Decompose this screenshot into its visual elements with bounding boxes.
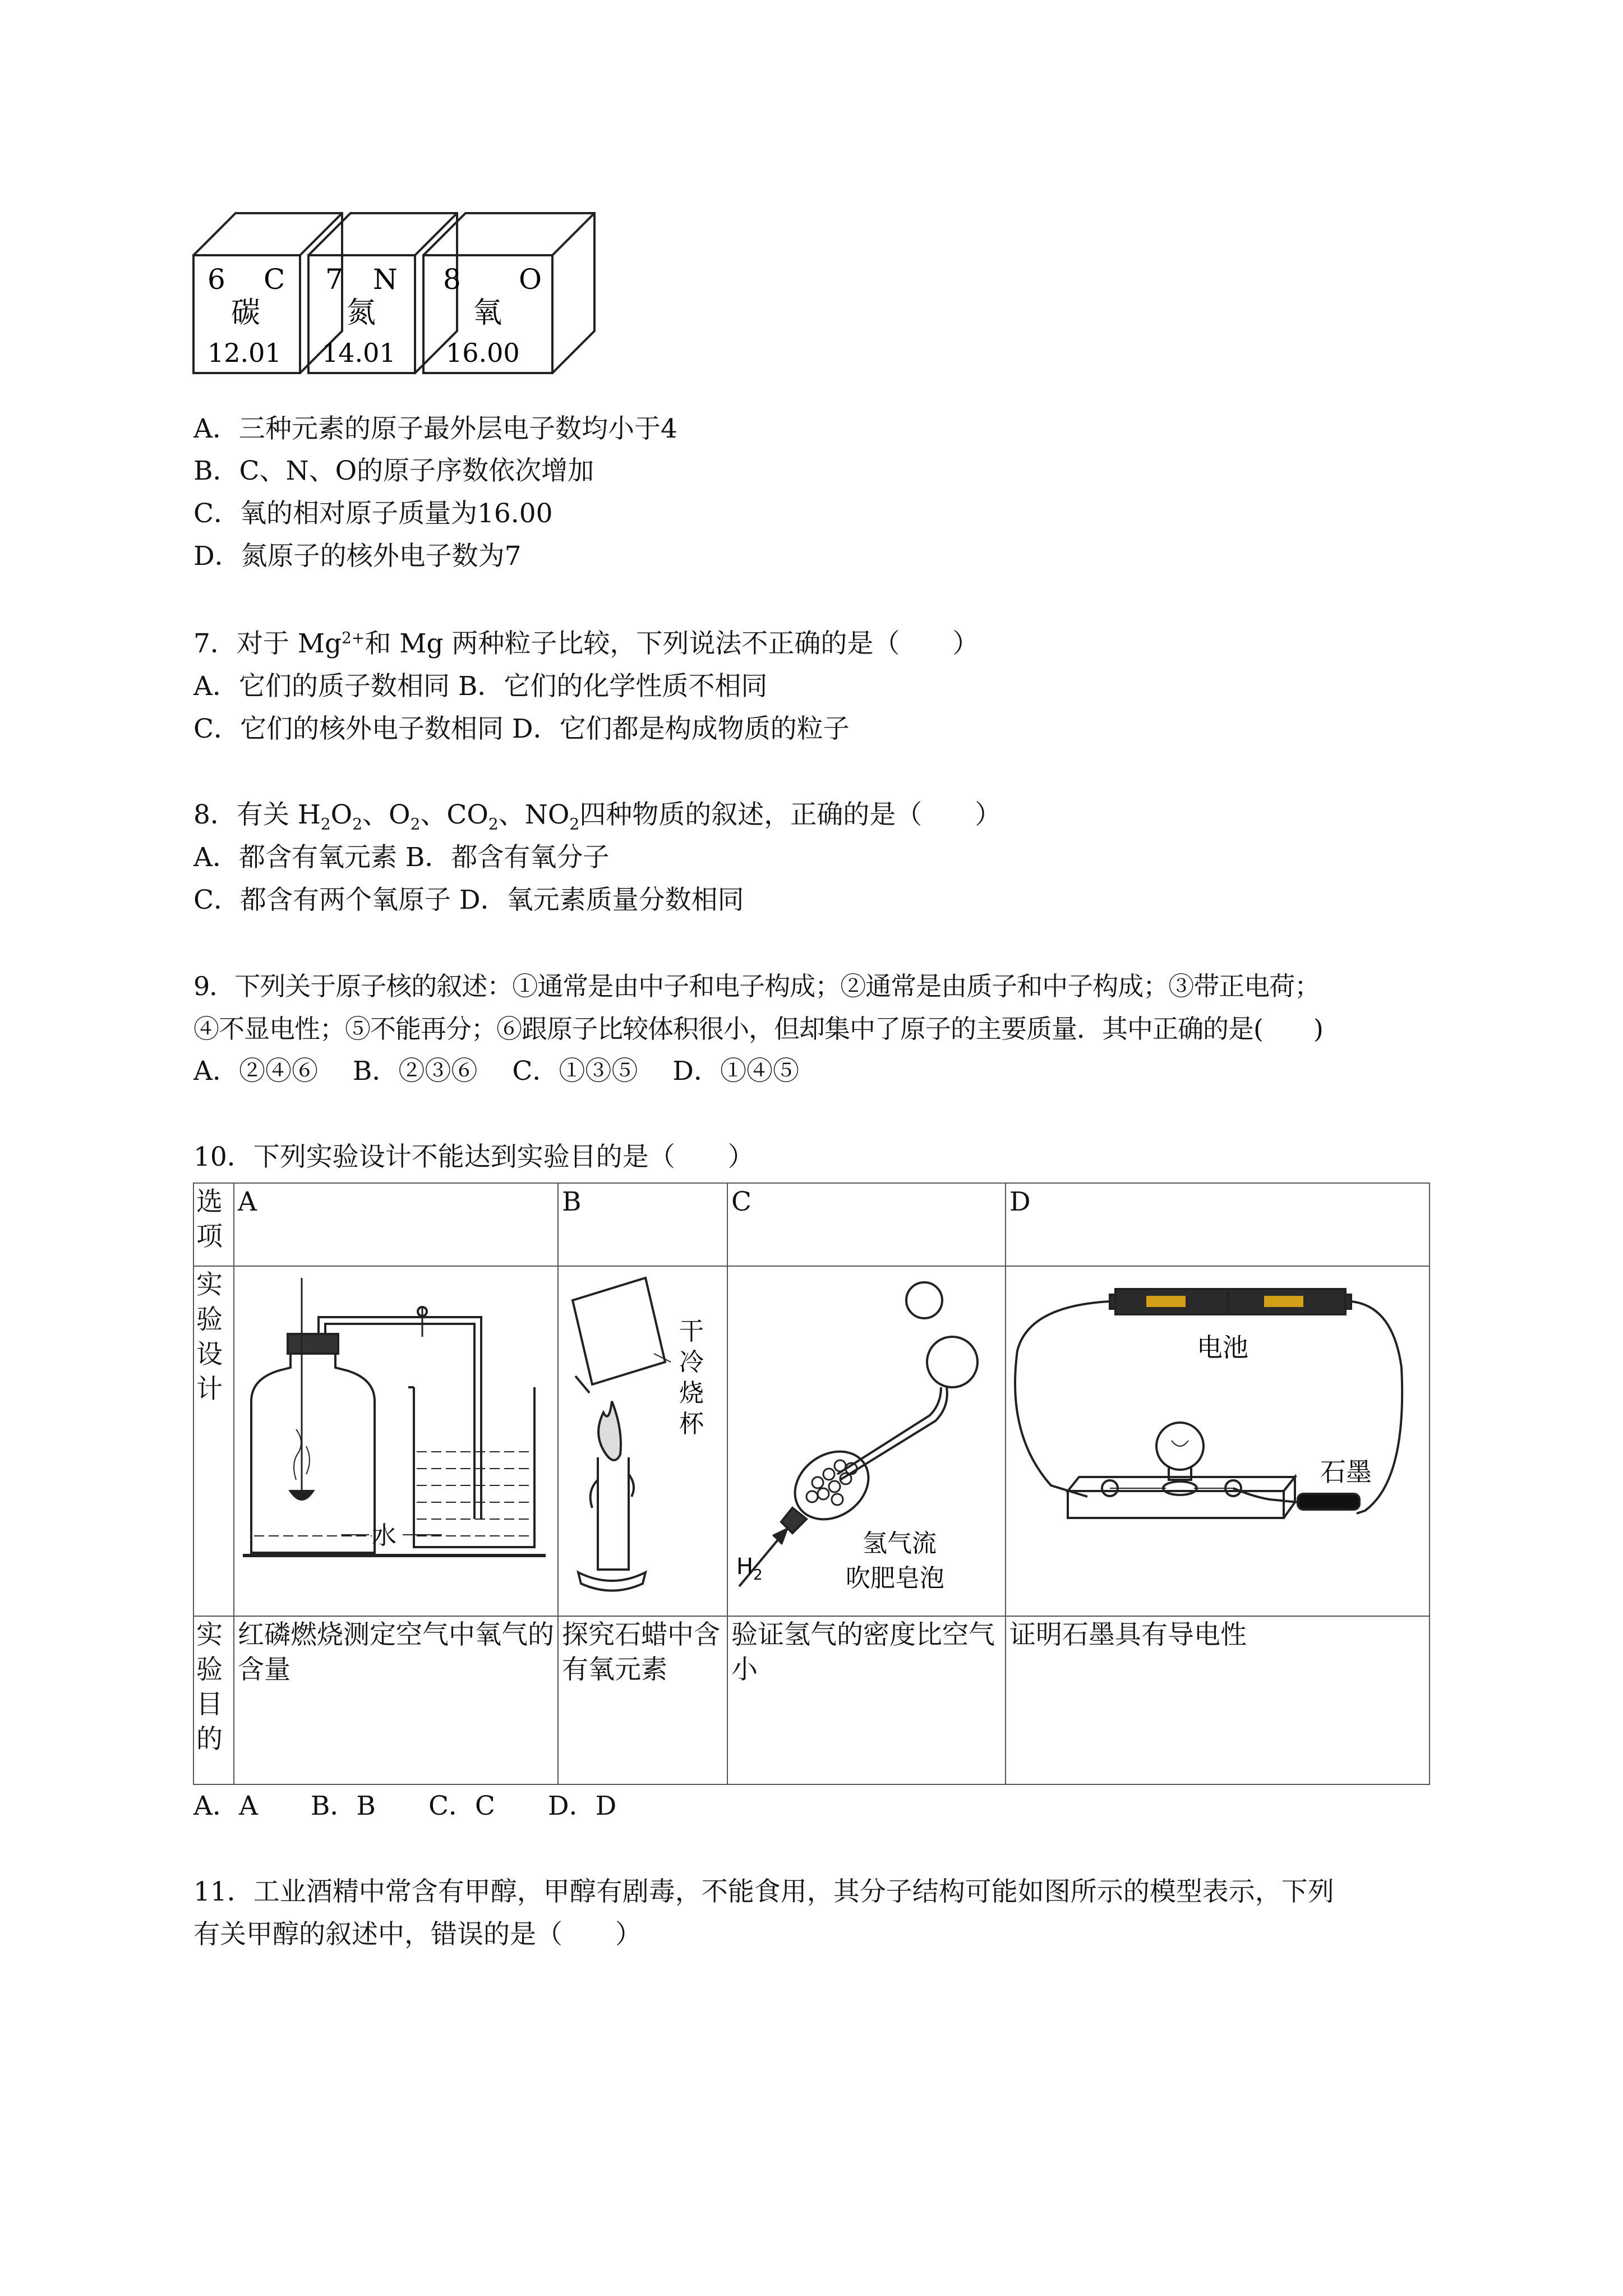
- element-symbol-nitrogen: N: [373, 263, 398, 296]
- element-cards-figure: [191, 210, 606, 386]
- water-label: 水: [372, 1521, 396, 1550]
- candle-beaker-figure: [559, 1267, 720, 1607]
- q9-stem-line1: 9．下列关于原子核的叙述：①通常是由中子和电子构成；②通常是由质子和中子构成；③带正电荷；: [193, 971, 1320, 1001]
- q8-sub-d: 2: [488, 815, 499, 834]
- purpose-d: 证明石墨具有导电性: [1006, 1616, 1430, 1784]
- red-phosphorus-apparatus-figure: [234, 1267, 551, 1607]
- q11-stem-line2: 有关甲醇的叙述中，错误的是（ ）: [193, 1919, 642, 1950]
- element-number-nitrogen: 7: [325, 263, 343, 296]
- dry-cold-beaker-label: 干 冷 烧 杯: [679, 1317, 704, 1438]
- q9-stem-line2: ④不显电性；⑤不能再分；⑥跟原子比较体积很小，但却集中了原子的主要质量．其中正确的是( ): [193, 1014, 1323, 1044]
- design-d-cell: [1006, 1266, 1430, 1616]
- q7-options-line2: C．它们的核外电子数相同 D．它们都是构成物质的粒子: [193, 714, 850, 744]
- q7-stem: [193, 627, 979, 661]
- table-row-purpose: [193, 1616, 1430, 1784]
- q7-charge-superscript: 2+: [342, 628, 365, 647]
- q8-stem-a: 8．有关 H: [193, 799, 321, 830]
- q6-option-a: A．三种元素的原子最外层电子数均小于4: [193, 413, 677, 444]
- h2-label: [736, 1554, 763, 1584]
- q11-stem-line1: 11．工业酒精中常含有甲醇，甲醇有剧毒，不能食用，其分子结构可能如图所示的模型表示，下列: [193, 1876, 1334, 1907]
- q8-options-line1: A．都含有氧元素 B．都含有氧分子: [193, 842, 610, 873]
- table-row-header: [193, 1183, 1430, 1266]
- purpose-a: 红磷燃烧测定空气中氧气的含量: [234, 1616, 558, 1784]
- graphite-label: 石墨: [1320, 1457, 1372, 1487]
- element-cards-svg: [191, 210, 606, 384]
- design-a-cell: [234, 1266, 558, 1616]
- purpose-b: 探究石蜡中含有氧元素: [558, 1616, 727, 1784]
- battery-label: 电池: [1197, 1332, 1248, 1363]
- hydrogen-flow-label: 氢气流: [863, 1529, 937, 1558]
- experiment-table: [193, 1182, 1430, 1785]
- graphite-conductivity-figure: [1006, 1267, 1422, 1607]
- design-c-cell: [727, 1266, 1006, 1616]
- table-purpose-label: 实验目的: [193, 1616, 234, 1784]
- q7-stem-prefix: 7．对于 Mg: [193, 628, 342, 659]
- element-mass-carbon: 12.01: [208, 338, 282, 368]
- table-design-label: 实验设计: [193, 1266, 234, 1616]
- table-head-label: 选项: [193, 1183, 234, 1266]
- element-name-nitrogen: 氮: [347, 296, 376, 330]
- q6-option-d: D．氮原子的核外电子数为7: [193, 541, 522, 572]
- soap-bubble-hydrogen-figure: [728, 1267, 998, 1607]
- q10-stem: 10．下列实验设计不能达到实验目的是（ ）: [193, 1142, 754, 1172]
- element-mass-nitrogen: 14.01: [322, 338, 396, 368]
- table-col-c: C: [727, 1183, 1006, 1266]
- purpose-c: 验证氢气的密度比空气小: [727, 1616, 1006, 1784]
- q7-options-line1: A．它们的质子数相同 B．它们的化学性质不相同: [193, 671, 768, 702]
- h2-label-text: H: [736, 1554, 754, 1580]
- element-number-carbon: 6: [208, 263, 225, 296]
- q8-sub-b: 2: [352, 815, 363, 834]
- blow-bubbles-label: 吹肥皂泡: [846, 1564, 944, 1593]
- table-row-design: [193, 1266, 1430, 1616]
- q8-options-line2: C．都含有两个氧原子 D．氧元素质量分数相同: [193, 885, 744, 915]
- q8-stem-e: 、NO: [498, 799, 570, 830]
- element-number-oxygen: 8: [443, 263, 461, 296]
- q8-sub-c: 2: [410, 815, 421, 834]
- q8-stem-d: 、CO: [420, 799, 488, 830]
- element-symbol-oxygen: O: [519, 263, 542, 296]
- q8-stem-c: 、O: [362, 799, 411, 830]
- element-symbol-carbon: C: [264, 263, 285, 296]
- element-mass-oxygen: 16.00: [446, 338, 520, 368]
- element-name-oxygen: 氧: [473, 296, 502, 330]
- table-col-a: A: [234, 1183, 558, 1266]
- q10-options: A．A B．B C．C D．D: [193, 1791, 617, 1821]
- q6-option-c: C．氧的相对原子质量为16.00: [193, 498, 553, 529]
- q8-stem-f: 四种物质的叙述，正确的是（ ）: [579, 799, 1002, 830]
- q6-option-b: B．C、N、O的原子序数依次增加: [193, 455, 594, 486]
- q8-stem: [193, 798, 1001, 832]
- q7-stem-suffix: 和 Mg 两种粒子比较，下列说法不正确的是（ ）: [365, 628, 979, 659]
- table-col-d: D: [1006, 1183, 1430, 1266]
- element-name-carbon: 碳: [231, 296, 261, 330]
- h2-label-subscript: 2: [753, 1567, 763, 1584]
- design-b-cell: [558, 1266, 727, 1616]
- table-col-b: B: [558, 1183, 727, 1266]
- q8-stem-b: O: [330, 799, 353, 830]
- q8-sub-a: 2: [320, 815, 331, 834]
- q8-sub-e: 2: [569, 815, 580, 834]
- q9-options: A．②④⑥ B．②③⑥ C．①③⑤ D．①④⑤: [193, 1056, 799, 1087]
